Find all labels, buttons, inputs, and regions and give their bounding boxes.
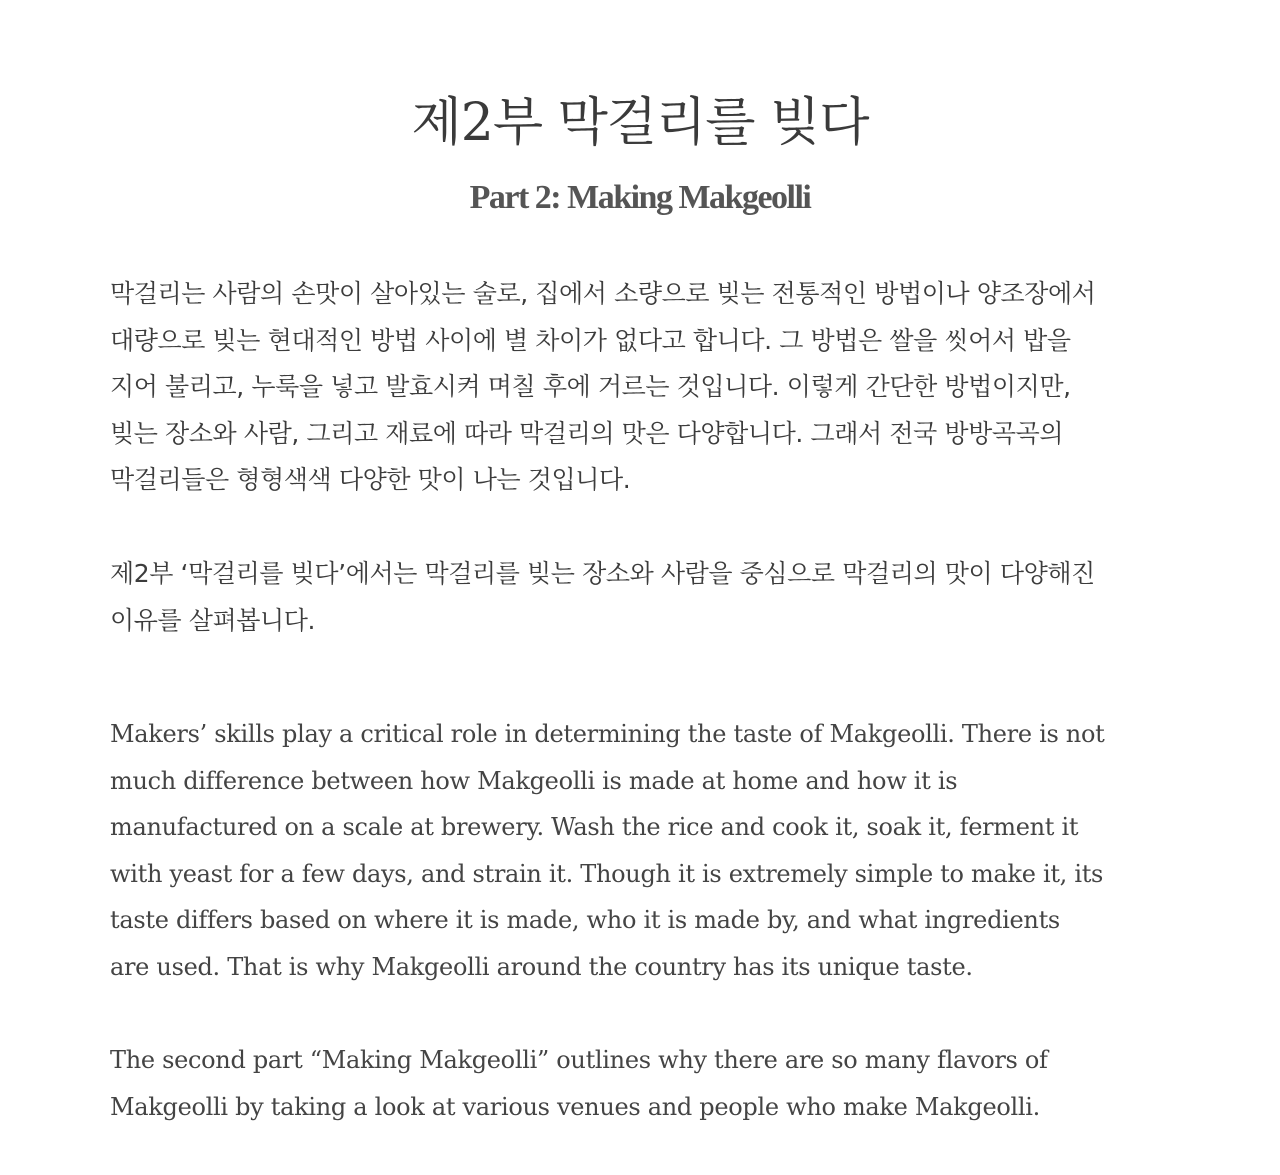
korean-paragraph-intro: 막걸리는 사람의 손맛이 살아있는 술로, 집에서 소량으로 빚는 전통적인 방법이나 양조장에서 대량으로 빚는 현대적인 방법 사이에 별 차이가 없다고 합니다. 그 방법은 쌀을 씻어서 밥을 지어 불리고, 누룩을 넣고 발효시켜 며칠 후에 거르는 것입니다. 이렇게 간단한 방법이지만, 빚는 장소와 사람, 그리고 재료에 따라 막걸리의 맛은 다양합니다. 그래서 전국 방방곡곡의 막걸리들은 형형색색 다양한 맛이 나는 것입니다. (110, 279, 1096, 494)
page-subtitle-english: Part 2: Making Makgeolli (469, 179, 811, 216)
english-paragraph-intro: Makers’ skills play a critical role in determining the taste of Makgeolli. There is not much difference between how Makgeolli is made at home and how it is manufactured on a scale at brewery. Wash the rice and cook it, soak it, ferment it with yeast for a few days, and strain it. Though it is extremely simple to make it, its taste differs based on where it is made, who it is made by, and what ingredients are used. That is why Makgeolli around the country has its unique taste. (110, 720, 1105, 981)
korean-paragraph-summary: 제2부 ‘막걸리를 빚다’에서는 막걸리를 빚는 장소와 사람을 중심으로 막걸리의 맛이 다양해진 이유를 살펴봅니다. (110, 559, 1095, 635)
page-title-korean: 제2부 막걸리를 빚다 (411, 93, 869, 153)
english-paragraph-summary: The second part “Making Makgeolli” outlines why there are so many flavors of Makgeolli by taking a look at various venues and people who make Makgeolli. (110, 1046, 1048, 1121)
